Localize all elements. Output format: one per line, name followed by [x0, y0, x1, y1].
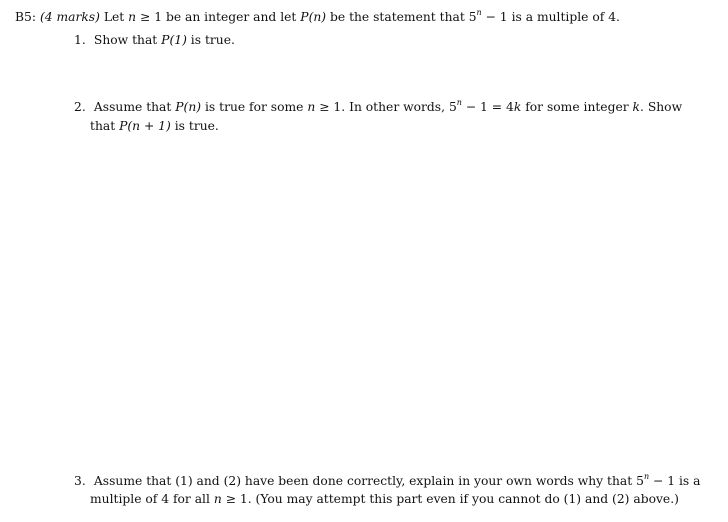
item-1: [74, 32, 235, 48]
math-n: n: [213, 492, 222, 506]
item-text: is true.: [190, 33, 235, 47]
item-2-line-1: [74, 99, 682, 115]
math-Pn1: P(n + 1): [119, 119, 171, 133]
item-text: Assume that (1) and (2) have been done correctly, explain in your own words why that: [93, 474, 633, 488]
item-text: for some integer: [525, 100, 629, 114]
item-text: ≥ 1. (You may attempt this part even if you cannot do (1) and (2) above.): [225, 492, 679, 506]
item-text: that: [90, 119, 116, 133]
question-header: [15, 9, 620, 25]
math-five: 5: [636, 474, 644, 488]
math-five: 5: [468, 10, 477, 24]
math-five: 5: [448, 100, 457, 114]
math-k: k: [513, 100, 522, 114]
math-n: n: [128, 10, 137, 24]
header-text: Let: [103, 10, 125, 24]
math-exponent: n: [643, 471, 650, 481]
math-geq: ≥ 1: [139, 10, 163, 24]
math-k: k.: [632, 100, 644, 114]
header-text: be an integer and let: [165, 10, 297, 24]
item-text: In other words,: [349, 100, 446, 114]
marks-note: (4 marks): [39, 10, 100, 24]
item-3-line-1: [74, 473, 700, 489]
question-label: B5:: [15, 10, 37, 24]
math-equation: − 1 = 4: [465, 100, 514, 114]
math-Pn: P(n): [300, 10, 327, 24]
math-n: n: [307, 100, 316, 114]
item-number: 3.: [74, 474, 86, 488]
header-text: be the statement that: [330, 10, 465, 24]
item-text: Assume that: [93, 100, 172, 114]
item-number: 2.: [74, 100, 86, 114]
item-number: 1.: [74, 33, 86, 47]
item-text: multiple of 4 for all: [90, 492, 210, 506]
item-text: − 1 is a: [653, 474, 701, 488]
header-text: is a multiple of 4.: [511, 10, 620, 24]
item-text: Show that: [93, 33, 158, 47]
math-Pn: P(n): [175, 100, 202, 114]
math-exponent: n: [456, 97, 462, 107]
item-3-line-2: [90, 491, 679, 507]
math-geq: ≥ 1.: [319, 100, 346, 114]
item-text: is true for some: [204, 100, 304, 114]
math-P1: P(1): [161, 33, 187, 47]
item-2-line-2: [90, 118, 219, 134]
item-text: is true.: [174, 119, 219, 133]
math-exponent: n: [476, 7, 482, 17]
item-text: Show: [647, 100, 683, 114]
math-minus-one: − 1: [485, 10, 508, 24]
